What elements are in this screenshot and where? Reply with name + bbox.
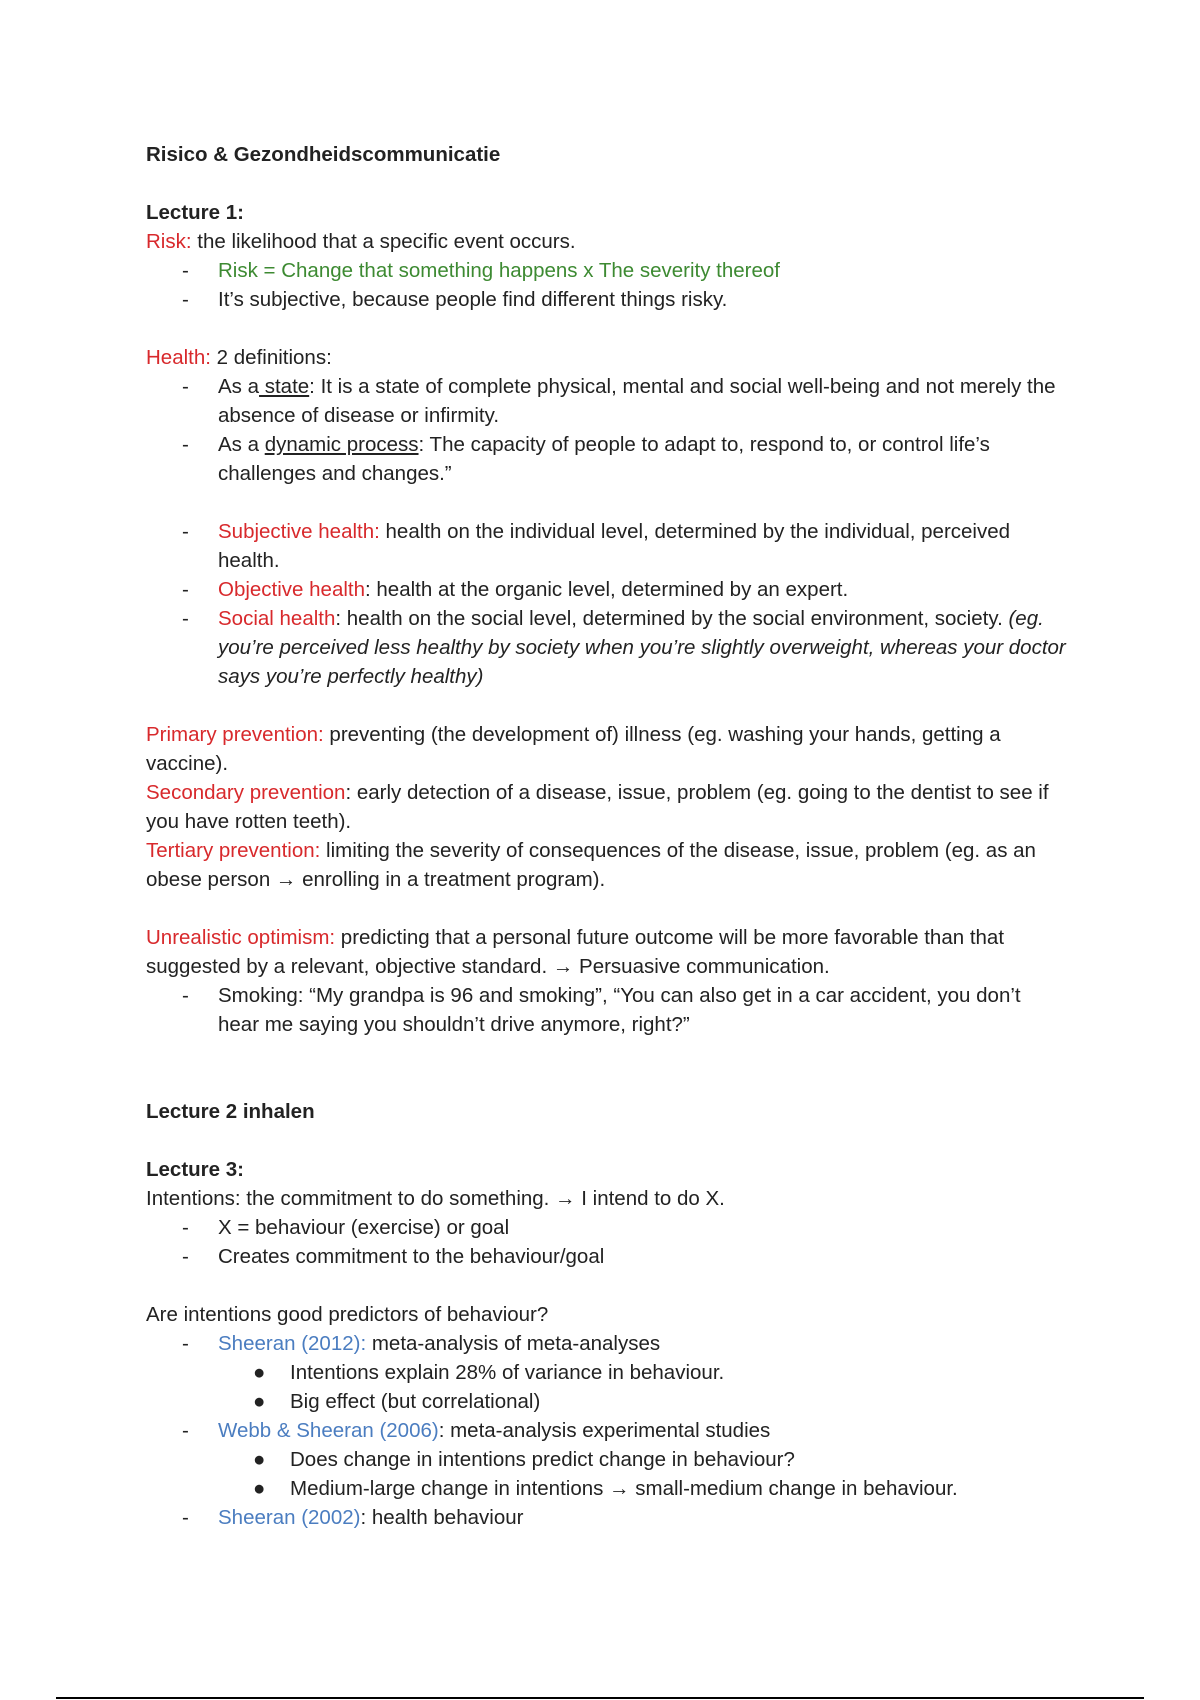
risk-definition: Risk: the likelihood that a specific event occurs. bbox=[146, 230, 576, 253]
unrealistic-optimism: Unrealistic optimism: predicting that a personal future outcome will be more favorable than that suggested by a relevant, objective standard. → Persuasive communication. bbox=[146, 926, 1005, 978]
list-item: ● Intentions explain 28% of variance in behaviour. bbox=[253, 1361, 725, 1384]
risk-term: Risk: bbox=[146, 230, 192, 253]
lecture-2-heading: Lecture 2 inhalen bbox=[146, 1100, 315, 1123]
primary-prevention: Primary prevention: preventing (the development of) illness (eg. washing your hands, getting a vaccine). bbox=[146, 723, 1001, 775]
document-title: Risico & Gezondheidscommunicatie bbox=[146, 143, 501, 166]
list-item: - Subjective health: health on the individual level, determined by the individual, perceived health. bbox=[182, 520, 1011, 572]
list-item: - Creates commitment to the behaviour/goal bbox=[182, 1245, 605, 1268]
list-item: ● Big effect (but correlational) bbox=[253, 1390, 541, 1413]
secondary-prevention: Secondary prevention: early detection of a disease, issue, problem (eg. going to the dentist to see if you have rotten teeth). bbox=[146, 781, 1049, 833]
health-term: Health: bbox=[146, 346, 211, 369]
tertiary-prevention: Tertiary prevention: limiting the severity of consequences of the disease, issue, problem (eg. as an obese person → enrolling in a treatment program). bbox=[146, 839, 1036, 891]
lecture-1-heading: Lecture 1: bbox=[146, 201, 244, 224]
list-item: - As a state: It is a state of complete physical, mental and social well-being and not merely the absence of disease or infirmity. bbox=[182, 375, 1056, 427]
list-item: - Objective health: health at the organic level, determined by an expert. bbox=[182, 578, 849, 601]
list-item: - Social health: health on the social level, determined by the social environment, society. (eg. you’re perceived less healthy by society when you’re slightly overweight, whereas your doctor says you’re perfectly healthy) bbox=[182, 607, 1066, 688]
list-item: - Sheeran (2002): health behaviour bbox=[182, 1506, 524, 1529]
list-item: ● Medium-large change in intentions → small-medium change in behaviour. bbox=[253, 1477, 958, 1500]
lecture-3-heading: Lecture 3: bbox=[146, 1158, 244, 1181]
list-item: - X = behaviour (exercise) or goal bbox=[182, 1216, 510, 1239]
list-item: - Risk = Change that something happens x The severity thereof bbox=[182, 259, 780, 282]
list-item: - It’s subjective, because people find different things risky. bbox=[182, 288, 728, 311]
question: Are intentions good predictors of behaviour? bbox=[146, 1303, 549, 1326]
list-item: ● Does change in intentions predict change in behaviour? bbox=[253, 1448, 795, 1471]
intentions-definition: Intentions: the commitment to do something. → I intend to do X. bbox=[146, 1187, 725, 1210]
list-item: - As a dynamic process: The capacity of people to adapt to, respond to, or control life’s challenges and changes.” bbox=[182, 433, 990, 485]
list-item: - Smoking: “My grandpa is 96 and smoking”, “You can also get in a car accident, you don’t hear me saying you shouldn’t drive anymore, right?” bbox=[182, 984, 1021, 1036]
health-definition: Health: 2 definitions: bbox=[146, 346, 332, 369]
document-page bbox=[146, 140, 1066, 1532]
list-item: - Sheeran (2012): meta-analysis of meta-analyses bbox=[182, 1332, 661, 1355]
page-divider bbox=[56, 1697, 1144, 1699]
list-item: - Webb & Sheeran (2006): meta-analysis experimental studies bbox=[182, 1419, 771, 1442]
